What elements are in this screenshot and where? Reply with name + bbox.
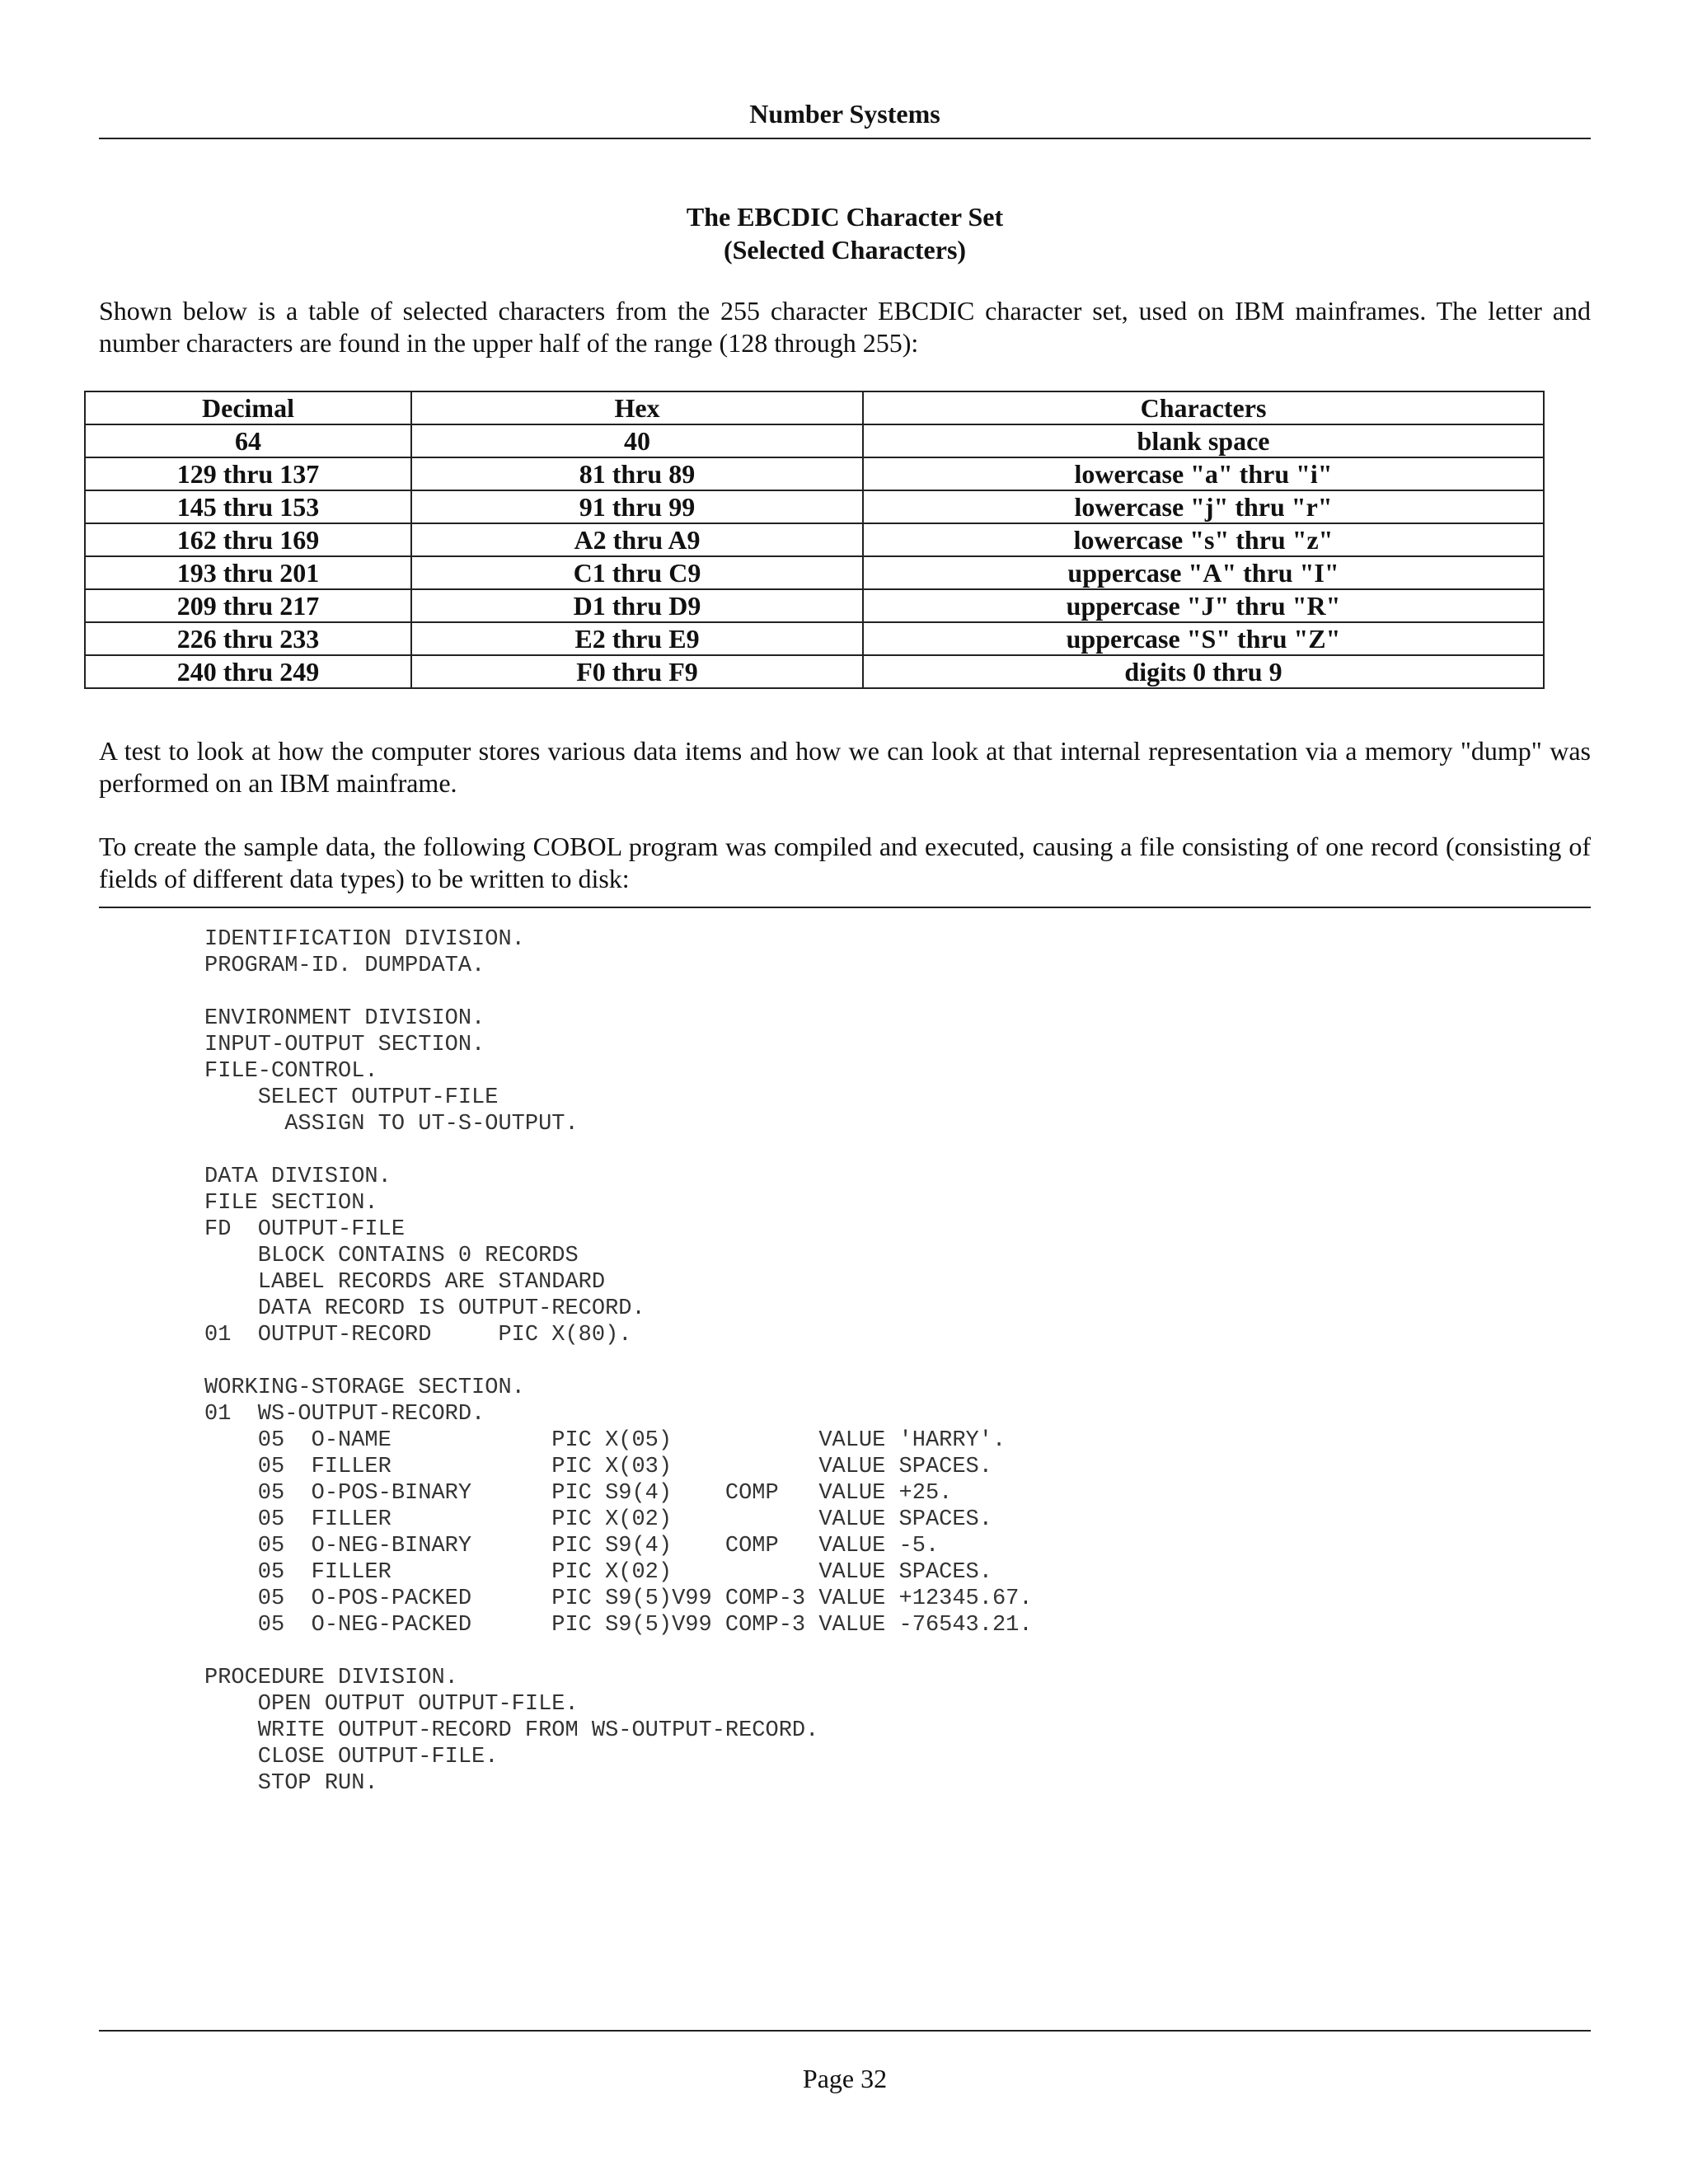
- table-row: [85, 589, 1544, 622]
- cell-decimal: 240 thru 249: [85, 655, 411, 688]
- header-rule: [99, 138, 1591, 139]
- sample-data-paragraph: To create the sample data, the following COBOL program was compiled and executed, causing a file consisting of one record (consisting of fields of different data types) to be written to disk:: [99, 832, 1591, 893]
- header-characters: Characters: [863, 391, 1544, 424]
- section-title-line2: (Selected Characters): [723, 235, 967, 265]
- code-separator-rule: [99, 907, 1591, 908]
- cobol-program-listing: IDENTIFICATION DIVISION. PROGRAM-ID. DUMPDATA. ENVIRONMENT DIVISION. INPUT-OUTPUT SECTION. FILE-CONTROL. SELECT OUTPUT-FILE ASSIGN TO UT-S-OUTPUT. DATA DIVISION. FILE SECTION. FD OUTPUT-FILE BLOCK CONTAINS 0 RECORDS LABEL RECORDS ARE STANDARD DATA RECORD IS OUTPUT-RECORD. 01 OUTPUT-RECORD PIC X(80). WORKING-STORAGE SECTION. 01 WS-OUTPUT-RECORD. 05 O-NAME PIC X(05) VALUE 'HARRY'. 05 FILLER PIC X(03) VALUE SPACES. 05 O-POS-BINARY PIC S9(4) COMP VALUE +25. 05 FILLER PIC X(02) VALUE SPACES. 05 O-NEG-BINARY PIC S9(4) COMP VALUE -5. 05 FILLER PIC X(02) VALUE SPACES. 05 O-POS-PACKED PIC S9(5)V99 COMP-3 VALUE +12345.67. 05 O-NEG-PACKED PIC S9(5)V99 COMP-3 VALUE -76543.21. PROCEDURE DIVISION. OPEN OUTPUT OUTPUT-FILE. WRITE OUTPUT-RECORD FROM WS-OUTPUT-RECORD. CLOSE OUTPUT-FILE. STOP RUN.: [204, 927, 1033, 1796]
- header-hex: Hex: [411, 391, 863, 424]
- section-title-line1: The EBCDIC Character Set: [686, 202, 1004, 232]
- table-header-row: [85, 391, 1544, 424]
- page-number: Page 32: [802, 2064, 888, 2093]
- cell-characters: lowercase "a" thru "i": [863, 457, 1544, 490]
- cell-decimal: 64: [85, 424, 411, 457]
- section-title: [99, 200, 1591, 266]
- intro-paragraph: Shown below is a table of selected characters from the 255 character EBCDIC character set, used on IBM mainframes. The letter and number characters are found in the upper half of the range (128 through 255):: [99, 296, 1591, 358]
- cell-hex: D1 thru D9: [411, 589, 863, 622]
- cell-characters: blank space: [863, 424, 1544, 457]
- cell-decimal: 193 thru 201: [85, 556, 411, 589]
- footer-rule: [99, 2030, 1591, 2032]
- cell-hex: E2 thru E9: [411, 622, 863, 655]
- cell-decimal: 145 thru 153: [85, 490, 411, 523]
- cell-characters: uppercase "A" thru "I": [863, 556, 1544, 589]
- header-decimal: Decimal: [85, 391, 411, 424]
- table-row: [85, 655, 1544, 688]
- cell-hex: F0 thru F9: [411, 655, 863, 688]
- cell-characters: digits 0 thru 9: [863, 655, 1544, 688]
- table-row: [85, 622, 1544, 655]
- cell-hex: A2 thru A9: [411, 523, 863, 556]
- cell-decimal: 162 thru 169: [85, 523, 411, 556]
- table-row: [85, 424, 1544, 457]
- cell-characters: uppercase "J" thru "R": [863, 589, 1544, 622]
- cell-characters: lowercase "j" thru "r": [863, 490, 1544, 523]
- cell-hex: 81 thru 89: [411, 457, 863, 490]
- running-header: Number Systems: [749, 99, 940, 129]
- table-row: [85, 490, 1544, 523]
- cell-characters: lowercase "s" thru "z": [863, 523, 1544, 556]
- cell-characters: uppercase "S" thru "Z": [863, 622, 1544, 655]
- table-row: [85, 556, 1544, 589]
- table-row: [85, 457, 1544, 490]
- cell-hex: C1 thru C9: [411, 556, 863, 589]
- table-row: [85, 523, 1544, 556]
- cell-hex: 40: [411, 424, 863, 457]
- cell-decimal: 209 thru 217: [85, 589, 411, 622]
- memory-dump-paragraph: A test to look at how the computer stores various data items and how we can look at that internal representation via a memory "dump" was performed on an IBM mainframe.: [99, 736, 1591, 798]
- cell-decimal: 129 thru 137: [85, 457, 411, 490]
- ebcdic-table: [84, 391, 1545, 689]
- cell-hex: 91 thru 99: [411, 490, 863, 523]
- cell-decimal: 226 thru 233: [85, 622, 411, 655]
